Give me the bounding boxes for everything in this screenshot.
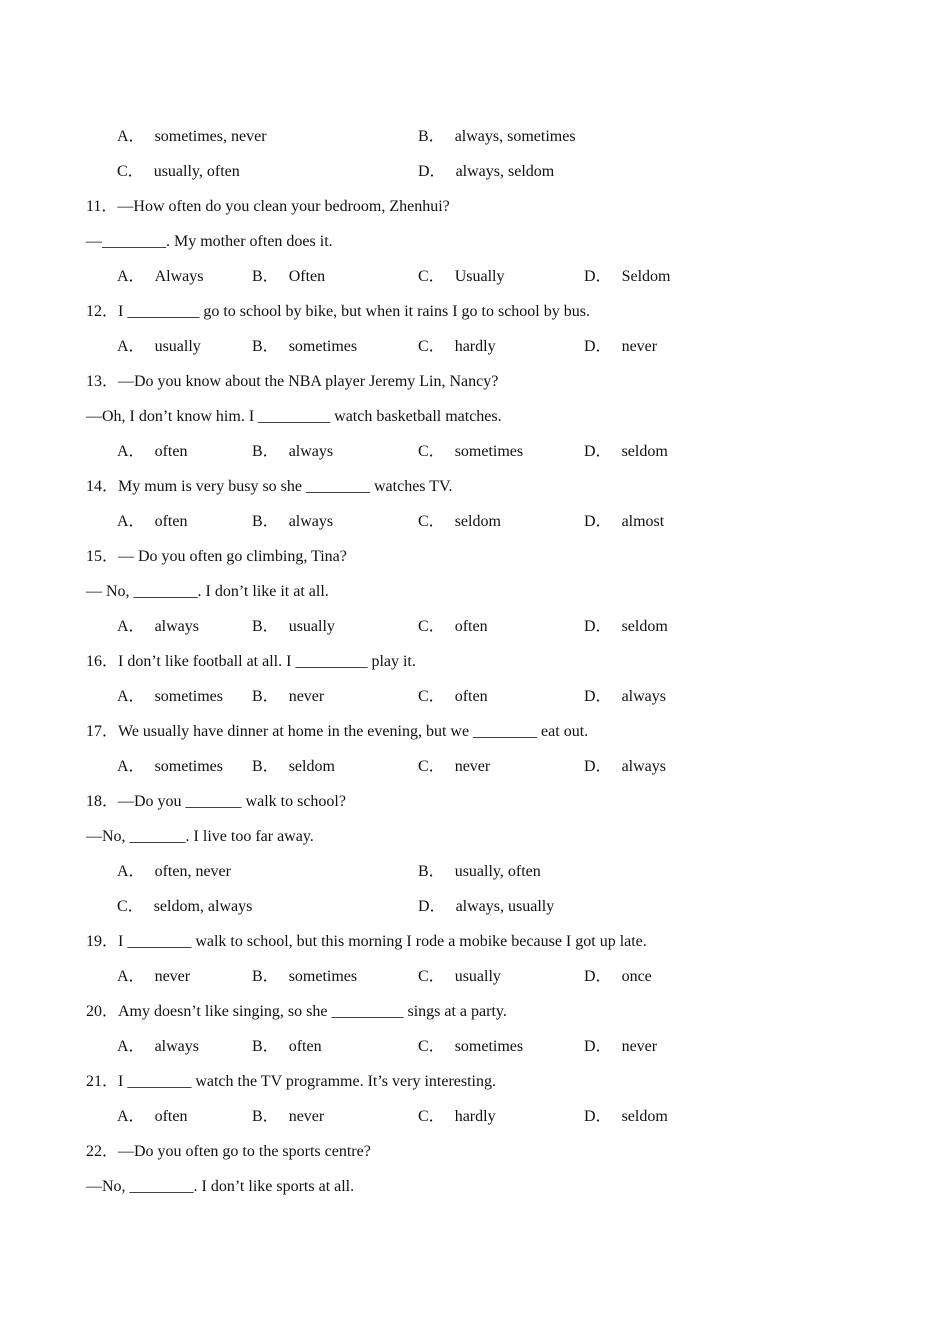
answer-option: [584, 507, 664, 537]
answer-option: [117, 332, 201, 362]
question-text: 20．Amy doesn’t like singing, so she _________ sings at a party.: [86, 1003, 507, 1020]
option-text: seldom, always: [153, 898, 253, 915]
option-text: usually: [454, 968, 501, 985]
answer-option: [418, 857, 541, 887]
answer-options-row: [0, 892, 950, 927]
option-text: seldom: [454, 513, 501, 530]
answer-options-row: [0, 437, 950, 472]
answer-option: [117, 262, 203, 292]
option-text: often: [154, 443, 188, 460]
option-letter: A．: [117, 968, 145, 985]
option-text: sometimes: [288, 338, 358, 355]
answer-option: [117, 157, 240, 187]
answer-options-row: [0, 507, 950, 542]
answer-options-row: [0, 752, 950, 787]
answer-option: [252, 1032, 322, 1062]
answer-option: [117, 1032, 199, 1062]
option-letter: D．: [584, 1038, 612, 1055]
option-letter: A．: [117, 268, 145, 285]
question-text: —Oh, I don’t know him. I _________ watch basketball matches.: [86, 408, 502, 425]
answer-option: [117, 752, 223, 782]
question-text: 13．—Do you know about the NBA player Jeremy Lin, Nancy?: [86, 373, 499, 390]
answer-option: [117, 1102, 187, 1132]
option-letter: B．: [252, 968, 279, 985]
option-text: sometimes, never: [154, 128, 267, 145]
option-text: seldom: [621, 443, 668, 460]
option-text: never: [621, 338, 658, 355]
answer-option: [418, 892, 554, 922]
answer-option: [418, 437, 523, 467]
answer-option: [418, 682, 488, 712]
option-text: Always: [154, 268, 204, 285]
answer-options-row: [0, 612, 950, 647]
option-letter: C．: [418, 688, 445, 705]
option-text: usually, often: [153, 163, 240, 180]
option-letter: B．: [252, 618, 279, 635]
option-letter: D．: [584, 268, 612, 285]
option-letter: B．: [252, 268, 279, 285]
option-letter: B．: [252, 758, 279, 775]
answer-options-row: [0, 122, 950, 157]
option-text: always: [154, 618, 199, 635]
option-text: hardly: [454, 1108, 496, 1125]
answer-option: [584, 262, 670, 292]
option-letter: B．: [252, 1108, 279, 1125]
option-letter: C．: [418, 968, 445, 985]
answer-option: [252, 612, 335, 642]
question-text: 14．My mum is very busy so she ________ watches TV.: [86, 478, 453, 495]
answer-option: [252, 437, 333, 467]
answer-option: [117, 857, 231, 887]
option-text: once: [621, 968, 652, 985]
answer-options-row: [0, 262, 950, 297]
option-text: never: [621, 1038, 658, 1055]
option-text: Seldom: [621, 268, 671, 285]
question-text: 17．We usually have dinner at home in the evening, but we ________ eat out.: [86, 723, 589, 740]
answer-option: [252, 962, 357, 992]
answer-options-row: [0, 157, 950, 192]
answer-option: [117, 612, 199, 642]
option-letter: C．: [418, 758, 445, 775]
option-letter: A．: [117, 443, 145, 460]
option-text: sometimes: [454, 1038, 524, 1055]
answer-options-row: [0, 857, 950, 892]
option-text: Often: [288, 268, 326, 285]
option-text: often: [154, 513, 188, 530]
answer-options-row: [0, 332, 950, 367]
answer-option: [117, 437, 187, 467]
answer-option: [418, 752, 490, 782]
question-text: 16．I don’t like football at all. I _________ play it.: [86, 653, 416, 670]
question-text: 21．I ________ watch the TV programme. It’s very interesting.: [86, 1073, 496, 1090]
option-text: usually: [154, 338, 201, 355]
answer-option: [252, 682, 324, 712]
option-text: never: [454, 758, 491, 775]
answer-option: [418, 262, 504, 292]
option-letter: D．: [418, 163, 446, 180]
answer-option: [418, 1032, 523, 1062]
answer-option: [584, 1102, 668, 1132]
option-text: seldom: [288, 758, 335, 775]
answer-option: [584, 752, 666, 782]
answer-option: [117, 682, 223, 712]
option-letter: B．: [418, 863, 445, 880]
option-text: never: [288, 1108, 325, 1125]
answer-option: [418, 157, 554, 187]
answer-option: [418, 1102, 496, 1132]
answer-options-row: [0, 682, 950, 717]
option-letter: D．: [584, 688, 612, 705]
option-text: often: [454, 618, 488, 635]
option-letter: A．: [117, 863, 145, 880]
option-letter: A．: [117, 338, 145, 355]
option-letter: D．: [584, 443, 612, 460]
option-text: seldom: [621, 1108, 668, 1125]
option-letter: D．: [584, 968, 612, 985]
answer-option: [418, 507, 501, 537]
option-letter: A．: [117, 513, 145, 530]
option-letter: B．: [252, 513, 279, 530]
answer-option: [584, 332, 657, 362]
option-letter: A．: [117, 618, 145, 635]
question-text: 15．— Do you often go climbing, Tina?: [86, 548, 347, 565]
option-text: often: [288, 1038, 322, 1055]
option-letter: B．: [418, 128, 445, 145]
answer-option: [252, 507, 333, 537]
answer-option: [418, 332, 496, 362]
answer-option: [584, 682, 666, 712]
option-letter: B．: [252, 443, 279, 460]
option-text: often: [154, 1108, 188, 1125]
option-letter: D．: [584, 1108, 612, 1125]
option-text: always: [154, 1038, 199, 1055]
option-letter: C．: [418, 443, 445, 460]
option-text: almost: [621, 513, 665, 530]
option-text: always: [288, 443, 334, 460]
option-text: always: [621, 758, 666, 775]
option-text: often: [454, 688, 488, 705]
option-letter: C．: [117, 163, 144, 180]
option-text: always, sometimes: [454, 128, 576, 145]
option-letter: B．: [252, 1038, 279, 1055]
option-letter: A．: [117, 688, 145, 705]
option-text: hardly: [454, 338, 496, 355]
option-letter: B．: [252, 338, 279, 355]
option-letter: C．: [117, 898, 144, 915]
option-text: Usually: [454, 268, 505, 285]
option-text: seldom: [621, 618, 668, 635]
answer-option: [117, 962, 190, 992]
option-letter: A．: [117, 758, 145, 775]
option-letter: C．: [418, 1038, 445, 1055]
answer-options-row: [0, 962, 950, 997]
answer-options-row: [0, 1032, 950, 1067]
option-letter: A．: [117, 1038, 145, 1055]
option-letter: C．: [418, 338, 445, 355]
option-text: usually: [288, 618, 335, 635]
answer-option: [584, 962, 652, 992]
option-text: sometimes: [454, 443, 524, 460]
answer-option: [584, 612, 668, 642]
option-letter: C．: [418, 1108, 445, 1125]
option-text: sometimes: [288, 968, 358, 985]
option-text: never: [154, 968, 191, 985]
option-letter: B．: [252, 688, 279, 705]
answer-option: [117, 892, 252, 922]
option-text: always: [288, 513, 334, 530]
question-text: 22．—Do you often go to the sports centre?: [86, 1143, 371, 1160]
option-text: never: [288, 688, 325, 705]
option-letter: A．: [117, 128, 145, 145]
answer-option: [418, 122, 576, 152]
answer-option: [117, 122, 267, 152]
option-letter: D．: [418, 898, 446, 915]
option-letter: D．: [584, 758, 612, 775]
option-letter: C．: [418, 618, 445, 635]
question-text: 19．I ________ walk to school, but this morning I rode a mobike because I got up late.: [86, 933, 647, 950]
question-text: —________. My mother often does it.: [86, 233, 333, 250]
option-text: sometimes: [154, 688, 223, 705]
answer-option: [252, 1102, 324, 1132]
option-letter: D．: [584, 513, 612, 530]
option-letter: C．: [418, 268, 445, 285]
option-text: usually, often: [454, 863, 541, 880]
option-letter: A．: [117, 1108, 145, 1125]
answer-options-row: [0, 1102, 950, 1137]
option-text: sometimes: [154, 758, 223, 775]
answer-option: [584, 437, 668, 467]
question-text: —No, _______. I live too far away.: [86, 828, 314, 845]
answer-option: [252, 332, 357, 362]
answer-option: [584, 1032, 657, 1062]
question-text: 11．—How often do you clean your bedroom, Zhenhui?: [86, 198, 450, 215]
answer-option: [418, 962, 501, 992]
option-text: always, usually: [455, 898, 555, 915]
option-letter: D．: [584, 618, 612, 635]
option-letter: C．: [418, 513, 445, 530]
answer-option: [252, 752, 335, 782]
question-list: [0, 122, 950, 1207]
question-text: 12．I _________ go to school by bike, but when it rains I go to school by bus.: [86, 303, 590, 320]
option-text: often, never: [154, 863, 231, 880]
question-text: —No, ________. I don’t like sports at all.: [86, 1178, 355, 1195]
option-letter: D．: [584, 338, 612, 355]
answer-option: [418, 612, 488, 642]
answer-option: [117, 507, 187, 537]
answer-option: [252, 262, 325, 292]
question-text: — No, ________. I don’t like it at all.: [86, 583, 329, 600]
question-text: 18．—Do you _______ walk to school?: [86, 793, 346, 810]
option-text: always: [621, 688, 666, 705]
option-text: always, seldom: [455, 163, 555, 180]
